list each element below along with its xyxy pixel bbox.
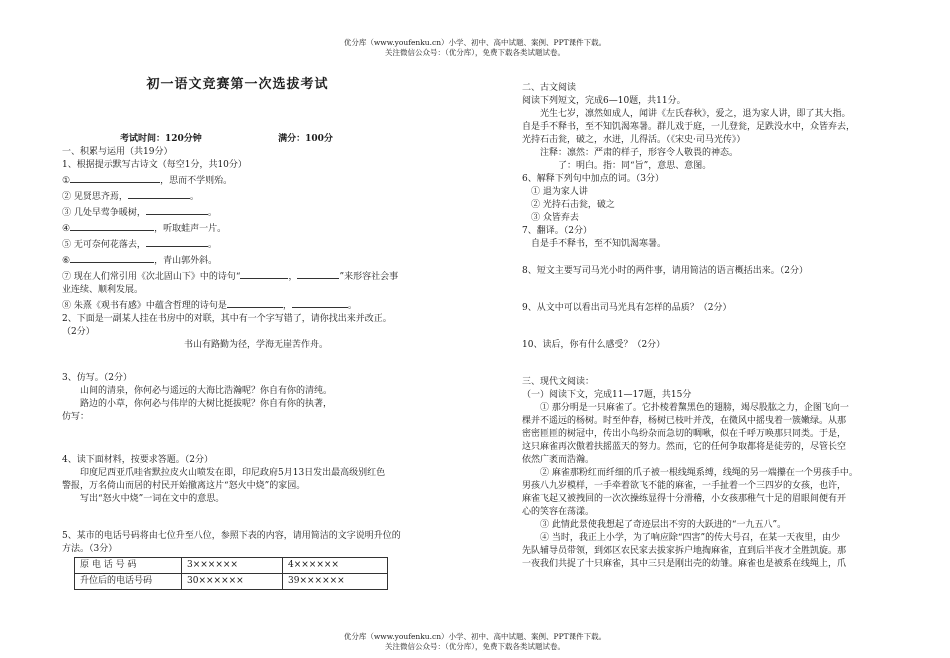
answer-blank[interactable] [227,297,283,308]
footer-line-2: 关注微信公众号：（优分库），免费下载各类试题试卷。 [385,642,565,651]
modern-text-line: 这只麻雀再次傲着扶摇蓝天的努力。然而，它的任何争取都将是徒劳的，尽管长空 [522,442,847,452]
q4-line-3: 写出“怒火中烧”一词在文中的意思。 [80,494,225,504]
couplet: 书山有路勤为径，学海无崖苦作舟。 [183,340,328,350]
classical-text-line-2: 自是手不释书，至不知饥渴寒暑。群儿戏于庭，一儿登瓮，足跌没水中，众皆弃去， [522,122,856,132]
q1-item-3: ③ 几处早莺争暖树， 。 [62,204,450,220]
table-cell: 原 电 话 号 码 [75,558,182,574]
section-2-heading: 二、古文阅读 [522,83,577,93]
question-4: 4、读下面材料，按要求答题。（2分） [62,455,213,465]
question-5-cont: 方法。（3分） [62,544,118,554]
q4-line-1: 印度尼西亚爪哇省默拉皮火山喷发在即，印尼政府5月13日发出最高级别红色 [80,468,386,478]
question-2-score: （2分） [62,327,95,337]
q1-item-4: ④ ，听取蛙声一片。 [62,220,450,236]
q3-line-1: 山间的清泉，你何必与遥远的大海比浩瀚呢？你自有你的清纯。 [80,386,333,396]
section-2-intro: 阅读下列短文，完成6—10题，共11分。 [522,96,686,106]
modern-text-line: ④ 当时，我正上小学，为了响应除“四害”的传大号召，在某一天夜里，由少 [540,533,841,543]
section-1-heading: 一、积累与运用（共19分） [62,147,173,157]
table-cell: 升位后的电话号码 [75,574,182,590]
q1-item-7: ⑦ 现在人们常引用《次北固山下》中的诗句“ ， ”来形容社会事 [62,268,450,284]
modern-text-line: ③ 此情此景使我想起了奇迹层出不穷的大跃进的“一九五八”。 [540,520,787,530]
answer-blank[interactable] [70,172,160,183]
q7-sentence: 自是手不释书，至不知饥渴寒暑。 [531,239,667,249]
answer-blank[interactable] [240,268,288,279]
q1-item-2: ② 见贤思齐焉， 。 [62,188,450,204]
modern-text-line: 先队辅导员带领，到郊区农民家去拔家拆户地掏麻雀，直到后半夜才全胜凯旋。那 [522,546,847,556]
answer-blank[interactable] [128,188,190,199]
question-9: 9、从文中可以看出司马光具有怎样的品质？（2分） [522,303,732,313]
classical-text-line-3: 光持石击瓮，破之，水迸，儿得活。（《宋史·司马光传》） [522,135,746,145]
question-10: 10、读后，你有什么感受？（2分） [522,340,666,350]
q1-item-5: ⑤ 无可奈何花落去， 。 [62,236,450,252]
table-cell: 39×××××× [283,574,388,590]
q4-line-2: 警报，万名倚山而居的村民开始撤离这片“怒火中烧”的家园。 [62,481,306,491]
question-3: 3、仿写。（2分） [62,373,132,383]
table-row [75,558,388,574]
modern-text-line: 棵并不遥远的杨树。时至仲春，杨树已枝叶并茂，在微风中摇曳着一簇嫩绿。从那 [522,416,847,426]
answer-blank[interactable] [292,297,348,308]
table-cell: 3×××××× [182,558,283,574]
modern-text-line: 男孩八九岁模样，一手牵着欲飞不能的麻雀，一手扯着一个三四岁的女孩，也许， [522,481,847,491]
question-7: 7、翻译。（2分） [522,226,592,236]
header-line-2: 关注微信公众号：（优分库），免费下载各类试题试卷。 [385,48,565,57]
q1-item-6: ⑥ ，青山郭外斜。 [62,252,450,268]
q6-item-2: ② 光持石击瓮，破之 [531,200,615,210]
modern-text-line: 麻雀飞起又被拽回的一次次操练显得十分滑稽，小女孩那稚气十足的眉眼间便有开 [522,494,847,504]
full-score: 满分：100分 [278,134,333,144]
q1-item-8: ⑧ 朱熹《观书有感》中蕴含哲理的诗句是 ， 。 [62,297,450,313]
answer-blank[interactable] [70,220,154,231]
header-line-1: 优分库（www.youfenku.cn）小学、初中、高中试题、案例、PPT课件下载。 [343,38,607,47]
q3-line-2: 路边的小草，你何必与伟岸的大树比挺拔呢？你自有你的执著， [80,399,333,409]
q6-item-1: ① 退为家人讲 [531,187,588,197]
table-row [75,574,388,590]
answer-blank[interactable] [297,268,339,279]
page-header [0,38,950,58]
classical-text-line-1: 光生七岁，凛然如成人，闻讲《左氏春秋》，爱之，退为家人讲，即了其大指。 [540,109,851,119]
modern-text-line: 密密匝匝的树冠中，传出小鸟纷杂而急切的啁啾，似在千呼万唤那只同类。于是， [522,429,847,439]
q3-answer-label: 仿写： [62,412,90,422]
question-5: 5、某市的电话号码将由七位升至八位，参照下表的内容，请用简洁的文字说明升位的 [62,531,401,541]
answer-blank[interactable] [146,236,208,247]
modern-text-line: ② 麻雀那粉红而纤细的爪子被一根线绳系缚，线绳的另一端攥在一个男孩手中。 [540,468,858,478]
modern-text-line: ① 那分明是一只麻雀了。它扑棱着黧黑色的翅膀，竭尽股肱之力，企图飞向一 [540,403,849,413]
footer-line-1: 优分库（www.youfenku.cn）小学、初中、高中试题、案例、PPT课件下载。 [343,632,607,641]
phone-number-table [74,557,388,590]
annotation-2: 了：明白。指：同“旨”，意思、意图。 [558,161,712,171]
question-2: 2、下面是一副某人挂在书房中的对联，其中有一个字写错了，请你找出来并改正。 [62,314,392,324]
left-column [62,133,450,590]
question-1: 1、根据提示默写古诗文（每空1分，共10分） [62,160,247,170]
question-8: 8、短文主要写司马光小时的两件事，请用简洁的语言概括出来。（2分） [522,266,808,276]
q1-item-1: ① ，思而不学则殆。 [62,172,450,188]
q1-item-7-cont: 业连续、顺利发展。 [62,285,144,295]
annotation-1: 注释：凛然：严肃的样子，形容令人敬畏的神态。 [540,148,739,158]
section-3-heading: 三、现代文阅读： [522,377,595,387]
q6-item-3: ③ 众皆弃去 [531,213,579,223]
answer-blank[interactable] [70,252,154,263]
exam-time: 考试时间：120分钟 [120,134,202,144]
question-6: 6、解释下列句中加点的词。（3分） [522,174,664,184]
right-column [522,82,910,571]
answer-blank[interactable] [146,204,208,215]
exam-info [62,133,450,146]
table-cell: 30×××××× [182,574,283,590]
modern-text-line: 心的笑容在荡漾。 [522,507,595,517]
section-3-sub-1: （一）阅读下文，完成11—17题，共15分 [522,390,692,400]
modern-text-line: 一夜我们共捉了十只麻雀，其中三只是刚出壳的幼雏。麻雀也是被系在线绳上，爪 [522,559,847,569]
modern-text-line: 依然广袤而浩瀚。 [522,455,595,465]
page-footer [0,632,950,652]
exam-title: 初一语文竞赛第一次选拔考试 [146,77,329,92]
table-cell: 4×××××× [283,558,388,574]
